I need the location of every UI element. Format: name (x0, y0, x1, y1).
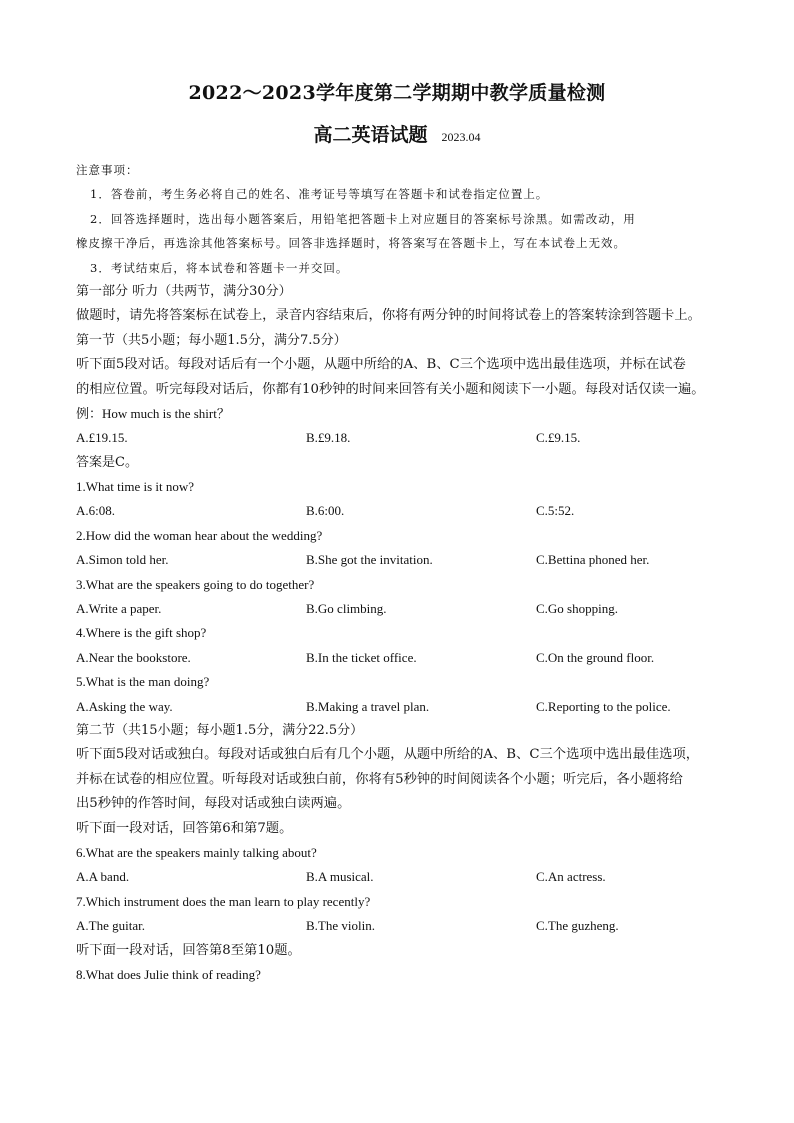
option-b: B.In the ticket office. (306, 649, 417, 665)
option-a: A.Asking the way. (76, 698, 173, 714)
part1-instruction: 做题时，请先将答案标在试卷上，录音内容结束后，你将有两分钟的时间将试卷上的答案转涂到答题卡上。 (76, 308, 701, 324)
option-b: B.Go climbing. (306, 601, 387, 617)
example-options (76, 426, 720, 450)
question-7-options (76, 914, 720, 938)
question-3-options (76, 597, 720, 621)
example-question: 例：How much is the shirt？ (76, 405, 230, 421)
dialog2-intro: 听下面一段对话，回答第8至第10题。 (76, 942, 301, 958)
exam-content (76, 158, 720, 987)
part1-heading: 第一部分 听力（共两节，满分30分） (76, 283, 292, 299)
option-c: C.Go shopping. (536, 601, 618, 617)
question-4: 4.Where is the gift shop? (76, 625, 207, 641)
question-2: 2.How did the woman hear about the wedding? (76, 527, 323, 543)
notice-heading: 注意事项： (76, 163, 139, 177)
option-b: B.6:00. (306, 503, 345, 519)
section1-heading: 第一节（共5小题；每小题1.5分，满分7.5分） (76, 332, 347, 348)
question-3: 3.What are the speakers going to do together? (76, 576, 315, 592)
notice-item-2-cont: 橡皮擦干净后，再选涂其他答案标号。回答非选择题时，将答案写在答题卡上，写在本试卷上无效。 (76, 236, 626, 251)
option-b: B.She got the invitation. (306, 552, 433, 568)
question-8: 8.What does Julie think of reading? (76, 966, 261, 982)
option-c: C.Bettina phoned her. (536, 552, 650, 568)
question-6: 6.What are the speakers mainly talking about? (76, 844, 317, 860)
option-a: A.£19.15. (76, 430, 128, 446)
question-2-options (76, 548, 720, 572)
dialog1-intro: 听下面一段对话，回答第6和第7题。 (76, 820, 293, 836)
option-a: A.A band. (76, 869, 130, 885)
section1-instruction-2: 的相应位置。听完每段对话后，你都有10秒钟的时间来回答有关小题和阅读下一小题。每段对话仅读一遍。 (76, 381, 705, 397)
option-a: A.Write a paper. (76, 601, 162, 617)
exam-subtitle (0, 120, 794, 147)
exam-date: 2023.04 (441, 130, 481, 144)
notice-item-1: 1．答卷前，考生务必将自己的姓名、准考证号等填写在答题卡和试卷指定位置上。 (90, 187, 549, 202)
option-a: A.Near the bookstore. (76, 649, 191, 665)
option-c: C.£9.15. (536, 430, 581, 446)
option-a: A.6:08. (76, 503, 115, 519)
question-1-options (76, 499, 720, 523)
subject-title: 高二英语试题 (313, 124, 428, 146)
option-c: C.5:52. (536, 503, 575, 519)
option-b: B.£9.18. (306, 430, 351, 446)
notice-item-3: 3．考试结束后，将本试卷和答题卡一并交回。 (90, 260, 349, 275)
section1-instruction-1: 听下面5段对话。每段对话后有一个小题，从题中所给的A、B、C三个选项中选出最佳选项，并标在试卷 (76, 357, 686, 373)
section2-heading: 第二节（共15小题；每小题1.5分，满分22.5分） (76, 722, 364, 738)
question-4-options (76, 646, 720, 670)
option-b: B.Making a travel plan. (306, 698, 430, 714)
question-5-options (76, 695, 720, 719)
option-a: A.Simon told her. (76, 552, 169, 568)
section2-instruction-3: 出5秒钟的作答时间，每段对话或独白读两遍。 (76, 796, 351, 812)
option-c: C.On the ground floor. (536, 649, 655, 665)
exam-title: 2022～2023学年度第二学期期中教学质量检测 (188, 82, 606, 104)
question-5: 5.What is the man doing? (76, 674, 210, 690)
option-b: B.A musical. (306, 869, 374, 885)
question-1: 1.What time is it now? (76, 479, 195, 495)
option-c: C.The guzheng. (536, 918, 619, 934)
example-answer: 答案是C。 (76, 454, 138, 470)
question-6-options (76, 865, 720, 889)
option-a: A.The guitar. (76, 918, 145, 934)
section2-instruction-1: 听下面5段对话或独白。每段对话或独白后有几个小题，从题中所给的A、B、C三个选项中选出最佳选项， (76, 747, 700, 763)
option-c: C.Reporting to the police. (536, 698, 671, 714)
option-b: B.The violin. (306, 918, 375, 934)
notice-item-2: 2．回答选择题时，选出每小题答案后，用铅笔把答题卡上对应题目的答案标号涂黑。如需改动，用 (90, 211, 636, 226)
option-c: C.An actress. (536, 869, 606, 885)
section2-instruction-2: 并标在试卷的相应位置。听每段对话或独白前，你将有5秒钟的时间阅读各个小题；听完后，各小题将给 (76, 771, 683, 787)
question-7: 7.Which instrument does the man learn to play recently? (76, 893, 371, 909)
